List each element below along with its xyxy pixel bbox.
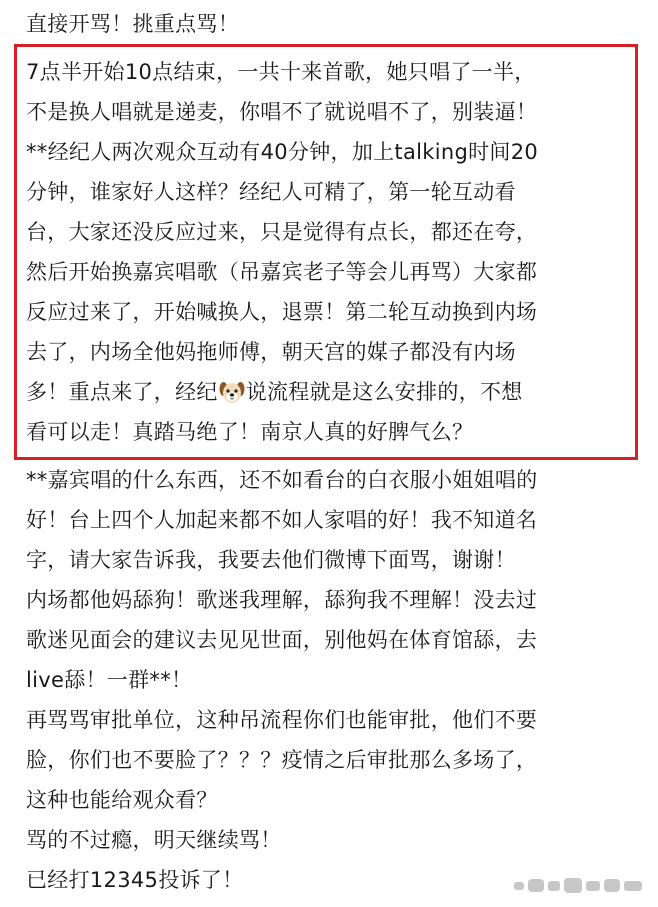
text-line-after-5: 歌迷见面会的建议去见见世面，别他妈在体育馆舔，去	[26, 628, 538, 652]
text-line-1: 直接开骂！挑重点骂！	[26, 12, 239, 36]
text-line-after-2: 好！台上四个人加起来都不如人家唱的好！我不知道名	[26, 508, 538, 532]
boxed-line-9-head: 多！重点来了，经纪	[26, 380, 218, 404]
text-line-after-7: 再骂骂审批单位，这种吊流程你们也能审批，他们不要	[26, 708, 538, 732]
dog-face-icon	[219, 377, 245, 401]
boxed-line-10: 看可以走！真踏马绝了！南京人真的好脾气么？	[26, 420, 474, 444]
text-line-after-1: **嘉宾唱的什么东西，还不如看台的白衣服小姐姐唱的	[26, 468, 538, 492]
boxed-line-1: 7点半开始10点结束，一共十来首歌，她只唱了一半，	[26, 60, 536, 84]
boxed-line-3: **经纪人两次观众互动有40分钟，加上talking时间20	[26, 140, 539, 164]
text-line-after-3: 字，请大家告诉我，我要去他们微博下面骂，谢谢！	[26, 548, 516, 572]
boxed-line-4: 分钟，谁家好人这样？经纪人可精了，第一轮互动看	[26, 180, 516, 204]
boxed-line-5: 台，大家还没反应过来，只是觉得有点长，都还在夸，	[26, 220, 538, 244]
text-line-after-8: 脸，你们也不要脸了？？？疫情之后审批那么多场了，	[26, 748, 538, 772]
boxed-line-9	[26, 372, 523, 412]
text-line-after-9: 这种也能给观众看？	[26, 788, 218, 812]
boxed-line-8: 去了，内场全他妈拖师傅，朝天宫的媒子都没有内场	[26, 340, 516, 364]
boxed-line-6: 然后开始换嘉宾唱歌（吊嘉宾老子等会儿再骂）大家都	[26, 260, 538, 284]
boxed-line-7: 反应过来了，开始喊换人，退票！第二轮互动换到内场	[26, 300, 538, 324]
boxed-line-9-tail: 说流程就是这么安排的，不想	[245, 380, 523, 404]
text-line-after-6: live舔！一群**！	[26, 668, 193, 692]
boxed-line-2: 不是换人唱就是递麦，你唱不了就说唱不了，别装逼！	[26, 100, 538, 124]
text-line-after-4: 内场都他妈舔狗！歌迷我理解，舔狗我不理解！没去过	[26, 588, 538, 612]
text-line-after-11: 已经打12345投诉了！	[26, 868, 244, 892]
text-line-after-10: 骂的不过瘾，明天继续骂！	[26, 828, 282, 852]
blurred-watermark-icon	[514, 873, 644, 899]
